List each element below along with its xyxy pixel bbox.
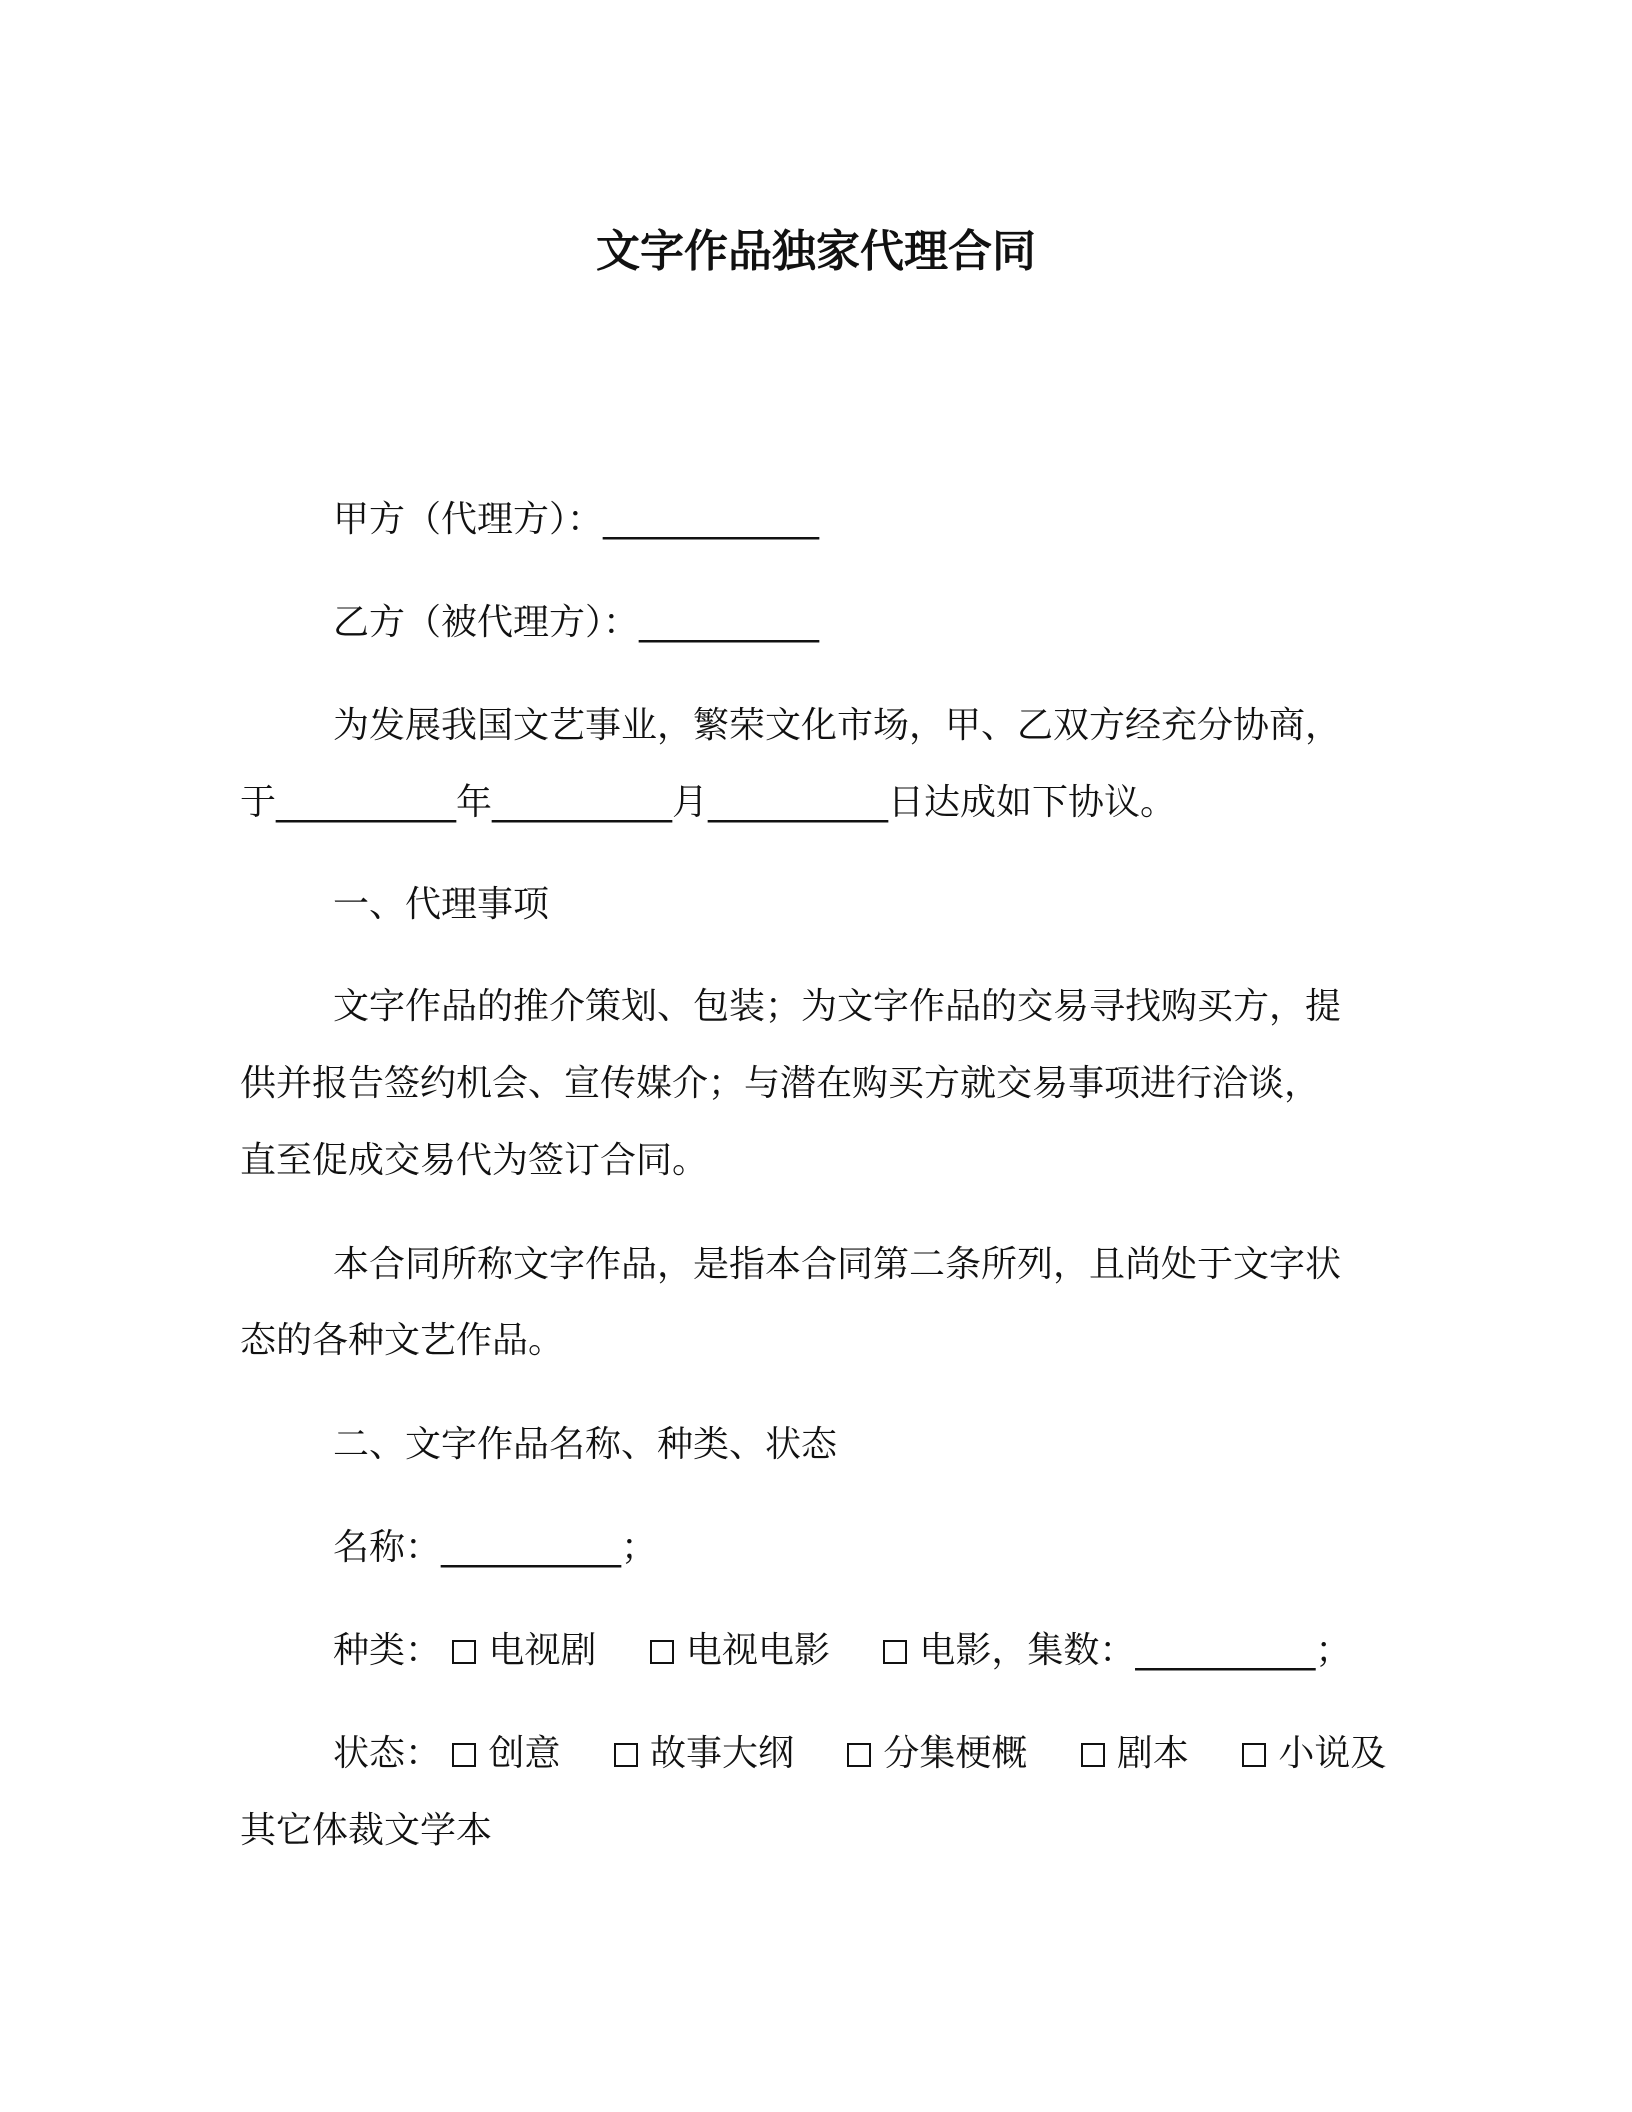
type-option-tv-movie[interactable]: 电视电影 xyxy=(650,1630,830,1671)
status-line-2: 其它体裁文学本 xyxy=(240,1810,493,1851)
section1-para2-line1: 本合同所称文字作品，是指本合同第二条所列，且尚处于文字状 xyxy=(333,1244,1342,1285)
section1-heading: 一、代理事项 xyxy=(333,884,550,925)
type-line xyxy=(333,1626,1351,1676)
status-option-script[interactable]: 剧本 xyxy=(1081,1733,1189,1774)
checkbox-icon[interactable] xyxy=(452,1640,476,1664)
section1-para1-line3: 直至促成交易代为签订合同。 xyxy=(240,1140,709,1181)
checkbox-icon[interactable] xyxy=(847,1743,871,1767)
checkbox-icon[interactable] xyxy=(650,1640,674,1664)
party-a-line: 甲方（代理方）：____________ xyxy=(333,499,820,540)
section1-para1-line1: 文字作品的推介策划、包装；为文字作品的交易寻找购买方，提 xyxy=(333,986,1342,1027)
section1-para2-line2: 态的各种文艺作品。 xyxy=(240,1320,565,1361)
type-option-movie[interactable]: 电影，集数：__________； xyxy=(883,1630,1351,1671)
status-option-idea[interactable]: 创意 xyxy=(452,1733,560,1774)
intro-line-2: 于__________年__________月__________日达成如下协议。 xyxy=(240,782,1177,823)
section1-para1-line2: 供并报告签约机会、宣传媒介；与潜在购买方就交易事项进行洽谈， xyxy=(240,1063,1321,1104)
status-option-episode-synopsis[interactable]: 分集梗概 xyxy=(847,1733,1027,1774)
checkbox-icon[interactable] xyxy=(452,1743,476,1767)
intro-line-1: 为发展我国文艺事业，繁荣文化市场，甲、乙双方经充分协商， xyxy=(333,705,1342,746)
type-label: 种类： xyxy=(333,1630,442,1671)
checkbox-icon[interactable] xyxy=(614,1743,638,1767)
name-line: 名称：__________； xyxy=(333,1527,658,1568)
type-option-tv-series[interactable]: 电视剧 xyxy=(452,1630,596,1671)
status-line xyxy=(333,1729,1386,1779)
status-option-novel[interactable]: 小说及 xyxy=(1242,1733,1386,1774)
section2-heading: 二、文字作品名称、种类、状态 xyxy=(333,1424,838,1465)
checkbox-icon[interactable] xyxy=(1242,1743,1266,1767)
party-b-line: 乙方（被代理方）：__________ xyxy=(333,602,820,643)
document-title: 文字作品独家代理合同 xyxy=(596,226,1036,277)
status-option-outline[interactable]: 故事大纲 xyxy=(614,1733,794,1774)
status-label: 状态： xyxy=(333,1733,442,1774)
checkbox-icon[interactable] xyxy=(883,1640,907,1664)
checkbox-icon[interactable] xyxy=(1081,1743,1105,1767)
